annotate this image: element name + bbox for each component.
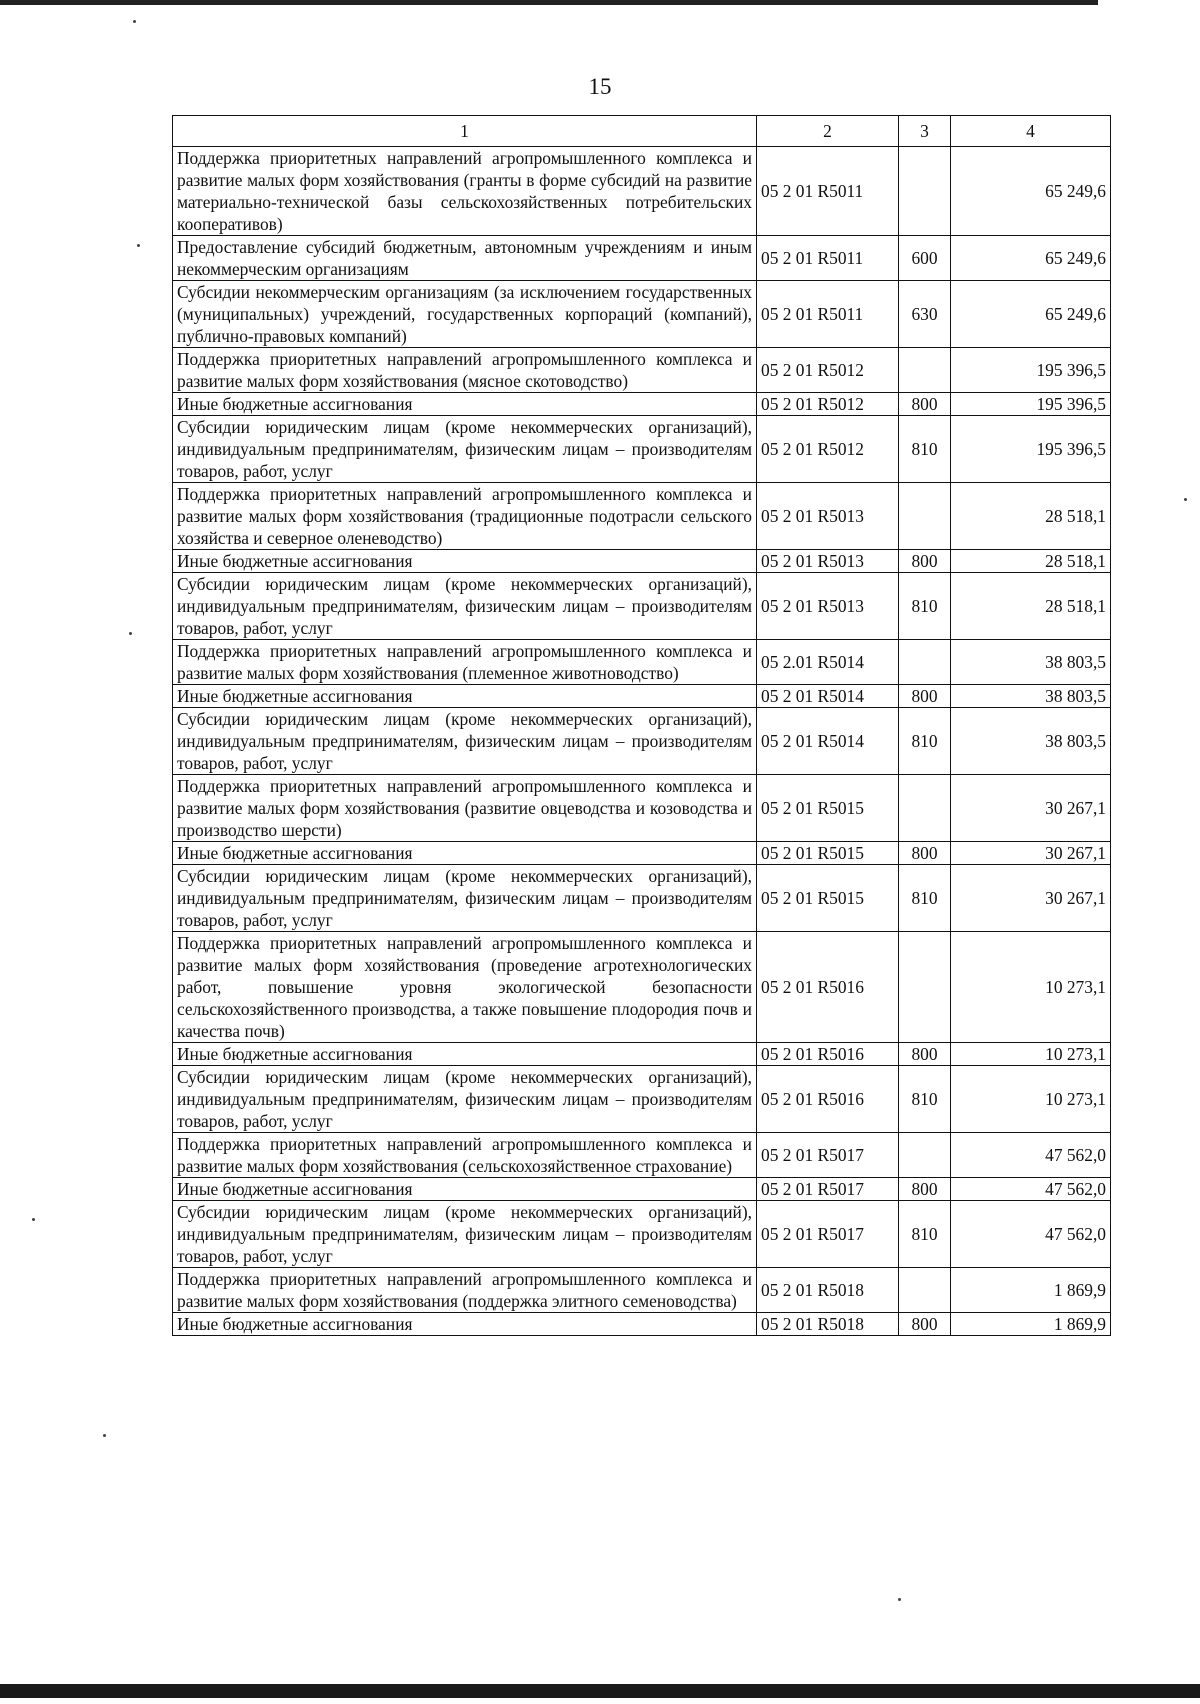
- table-row: [173, 1178, 1111, 1201]
- row-type-cell: [899, 1268, 951, 1313]
- row-type-cell: [899, 483, 951, 550]
- table-row: [173, 348, 1111, 393]
- table-row: [173, 483, 1111, 550]
- row-name-cell: Поддержка приоритетных направлений агропромышленного комплекса и развитие малых форм хозяйствования (развитие овцеводства и козоводства и производство шерсти): [173, 775, 757, 842]
- row-name-cell: Субсидии юридическим лицам (кроме некоммерческих организаций), индивидуальным предпринимателям, физическим лицам – производителям товаров, работ, услуг: [173, 1066, 757, 1133]
- row-type-cell: 800: [899, 1178, 951, 1201]
- row-name-cell: Иные бюджетные ассигнования: [173, 550, 757, 573]
- row-name-cell: Субсидии юридическим лицам (кроме некоммерческих организаций), индивидуальным предпринимателям, физическим лицам – производителям товаров, работ, услуг: [173, 708, 757, 775]
- row-code-cell: 05 2 01 R5013: [757, 550, 899, 573]
- row-code-cell: 05 2 01 R5015: [757, 842, 899, 865]
- row-code-cell: 05 2 01 R5018: [757, 1313, 899, 1336]
- row-code-cell: 05 2 01 R5011: [757, 147, 899, 236]
- row-code-cell: 05 2 01 R5017: [757, 1133, 899, 1178]
- row-type-cell: [899, 1133, 951, 1178]
- row-code-cell: 05 2 01 R5015: [757, 865, 899, 932]
- table-body: [173, 147, 1111, 1336]
- row-type-cell: 810: [899, 1201, 951, 1268]
- header-col-4: 4: [951, 116, 1111, 147]
- scan-speck: [1184, 498, 1187, 501]
- header-col-3: 3: [899, 116, 951, 147]
- row-code-cell: 05 2 01 R5013: [757, 573, 899, 640]
- row-type-cell: 630: [899, 281, 951, 348]
- row-type-cell: 800: [899, 685, 951, 708]
- scan-speck: [133, 20, 136, 23]
- row-name-cell: Субсидии юридическим лицам (кроме некоммерческих организаций), индивидуальным предпринимателям, физическим лицам – производителям товаров, работ, услуг: [173, 865, 757, 932]
- table-row: [173, 147, 1111, 236]
- row-amount-cell: 65 249,6: [951, 236, 1111, 281]
- row-code-cell: 05 2 01 R5014: [757, 685, 899, 708]
- row-amount-cell: 10 273,1: [951, 1066, 1111, 1133]
- table-row: [173, 1313, 1111, 1336]
- row-name-cell: Иные бюджетные ассигнования: [173, 1178, 757, 1201]
- row-code-cell: 05 2 01 R5012: [757, 393, 899, 416]
- row-type-cell: 800: [899, 1043, 951, 1066]
- row-amount-cell: 47 562,0: [951, 1178, 1111, 1201]
- row-code-cell: 05 2 01 R5014: [757, 708, 899, 775]
- row-amount-cell: 28 518,1: [951, 573, 1111, 640]
- row-type-cell: [899, 640, 951, 685]
- row-amount-cell: 38 803,5: [951, 685, 1111, 708]
- row-amount-cell: 38 803,5: [951, 640, 1111, 685]
- row-amount-cell: 10 273,1: [951, 1043, 1111, 1066]
- row-code-cell: 05 2 01 R5016: [757, 1066, 899, 1133]
- row-name-cell: Иные бюджетные ассигнования: [173, 1313, 757, 1336]
- scan-speck: [137, 244, 140, 247]
- row-name-cell: Поддержка приоритетных направлений агропромышленного комплекса и развитие малых форм хозяйствования (проведение агротехнологических работ, повышение уровня экологической безопасности сельскохозяйственного производства, а также повышение плодородия почв и качества почв): [173, 932, 757, 1043]
- table-row: [173, 865, 1111, 932]
- row-amount-cell: 195 396,5: [951, 393, 1111, 416]
- row-type-cell: [899, 775, 951, 842]
- row-type-cell: 810: [899, 1066, 951, 1133]
- row-code-cell: 05 2 01 R5012: [757, 416, 899, 483]
- row-amount-cell: 30 267,1: [951, 842, 1111, 865]
- header-col-2: 2: [757, 116, 899, 147]
- scan-speck: [898, 1598, 901, 1601]
- table-row: [173, 932, 1111, 1043]
- row-type-cell: 800: [899, 550, 951, 573]
- table-row: [173, 416, 1111, 483]
- row-amount-cell: 28 518,1: [951, 550, 1111, 573]
- row-amount-cell: 65 249,6: [951, 147, 1111, 236]
- row-code-cell: 05 2 01 R5018: [757, 1268, 899, 1313]
- row-amount-cell: 195 396,5: [951, 348, 1111, 393]
- row-type-cell: 600: [899, 236, 951, 281]
- row-name-cell: Иные бюджетные ассигнования: [173, 685, 757, 708]
- table-row: [173, 1133, 1111, 1178]
- table-row: [173, 281, 1111, 348]
- row-code-cell: 05 2 01 R5012: [757, 348, 899, 393]
- row-name-cell: Субсидии юридическим лицам (кроме некоммерческих организаций), индивидуальным предпринимателям, физическим лицам – производителям товаров, работ, услуг: [173, 416, 757, 483]
- scan-speck: [32, 1218, 35, 1221]
- table-row: [173, 1268, 1111, 1313]
- row-name-cell: Иные бюджетные ассигнования: [173, 393, 757, 416]
- row-name-cell: Субсидии некоммерческим организациям (за исключением государственных (муниципальных) учреждений, государственных корпораций (компаний), публично-правовых компаний): [173, 281, 757, 348]
- row-type-cell: 810: [899, 416, 951, 483]
- row-code-cell: 05 2 01 R5016: [757, 932, 899, 1043]
- row-name-cell: Поддержка приоритетных направлений агропромышленного комплекса и развитие малых форм хозяйствования (мясное скотоводство): [173, 348, 757, 393]
- table-row: [173, 708, 1111, 775]
- row-code-cell: 05 2 01 R5011: [757, 281, 899, 348]
- table-row: [173, 573, 1111, 640]
- row-type-cell: [899, 932, 951, 1043]
- row-amount-cell: 10 273,1: [951, 932, 1111, 1043]
- row-amount-cell: 30 267,1: [951, 775, 1111, 842]
- row-name-cell: Поддержка приоритетных направлений агропромышленного комплекса и развитие малых форм хозяйствования (поддержка элитного семеноводства): [173, 1268, 757, 1313]
- row-amount-cell: 195 396,5: [951, 416, 1111, 483]
- table-row: [173, 775, 1111, 842]
- row-amount-cell: 1 869,9: [951, 1313, 1111, 1336]
- row-code-cell: 05 2 01 R5017: [757, 1201, 899, 1268]
- row-name-cell: Иные бюджетные ассигнования: [173, 1043, 757, 1066]
- row-code-cell: 05 2 01 R5011: [757, 236, 899, 281]
- row-type-cell: [899, 147, 951, 236]
- row-code-cell: 05 2 01 R5016: [757, 1043, 899, 1066]
- table-row: [173, 1066, 1111, 1133]
- row-name-cell: Поддержка приоритетных направлений агропромышленного комплекса и развитие малых форм хозяйствования (традиционные подотрасли сельского хозяйства и северное оленеводство): [173, 483, 757, 550]
- row-type-cell: 810: [899, 865, 951, 932]
- top-scan-edge: [0, 0, 1098, 5]
- table-row: [173, 842, 1111, 865]
- header-col-1: 1: [173, 116, 757, 147]
- row-type-cell: 800: [899, 1313, 951, 1336]
- budget-table: [172, 115, 1111, 1336]
- row-code-cell: 05 2 01 R5015: [757, 775, 899, 842]
- row-type-cell: 810: [899, 573, 951, 640]
- scan-speck: [129, 632, 132, 635]
- row-amount-cell: 28 518,1: [951, 483, 1111, 550]
- row-type-cell: [899, 348, 951, 393]
- row-name-cell: Субсидии юридическим лицам (кроме некоммерческих организаций), индивидуальным предпринимателям, физическим лицам – производителям товаров, работ, услуг: [173, 1201, 757, 1268]
- table-row: [173, 1043, 1111, 1066]
- table-header-row: [173, 116, 1111, 147]
- table-row: [173, 393, 1111, 416]
- row-code-cell: 05 2.01 R5014: [757, 640, 899, 685]
- row-type-cell: 810: [899, 708, 951, 775]
- row-amount-cell: 47 562,0: [951, 1133, 1111, 1178]
- table-row: [173, 550, 1111, 573]
- row-amount-cell: 30 267,1: [951, 865, 1111, 932]
- row-amount-cell: 47 562,0: [951, 1201, 1111, 1268]
- table-row: [173, 685, 1111, 708]
- bottom-scan-edge: [0, 1684, 1200, 1698]
- page-number: 15: [588, 74, 612, 99]
- row-name-cell: Поддержка приоритетных направлений агропромышленного комплекса и развитие малых форм хозяйствования (сельскохозяйственное страхование): [173, 1133, 757, 1178]
- row-name-cell: Предоставление субсидий бюджетным, автономным учреждениям и иным некоммерческим организациям: [173, 236, 757, 281]
- row-name-cell: Поддержка приоритетных направлений агропромышленного комплекса и развитие малых форм хозяйствования (гранты в форме субсидий на развитие материально-технической базы сельскохозяйственных потребительских кооперативов): [173, 147, 757, 236]
- row-code-cell: 05 2 01 R5013: [757, 483, 899, 550]
- row-amount-cell: 1 869,9: [951, 1268, 1111, 1313]
- row-amount-cell: 38 803,5: [951, 708, 1111, 775]
- row-name-cell: Иные бюджетные ассигнования: [173, 842, 757, 865]
- row-name-cell: Поддержка приоритетных направлений агропромышленного комплекса и развитие малых форм хозяйствования (племенное животноводство): [173, 640, 757, 685]
- row-code-cell: 05 2 01 R5017: [757, 1178, 899, 1201]
- scan-speck: [103, 1434, 106, 1437]
- row-name-cell: Субсидии юридическим лицам (кроме некоммерческих организаций), индивидуальным предпринимателям, физическим лицам – производителям товаров, работ, услуг: [173, 573, 757, 640]
- table-row: [173, 640, 1111, 685]
- row-type-cell: 800: [899, 393, 951, 416]
- row-amount-cell: 65 249,6: [951, 281, 1111, 348]
- table-row: [173, 236, 1111, 281]
- table-row: [173, 1201, 1111, 1268]
- row-type-cell: 800: [899, 842, 951, 865]
